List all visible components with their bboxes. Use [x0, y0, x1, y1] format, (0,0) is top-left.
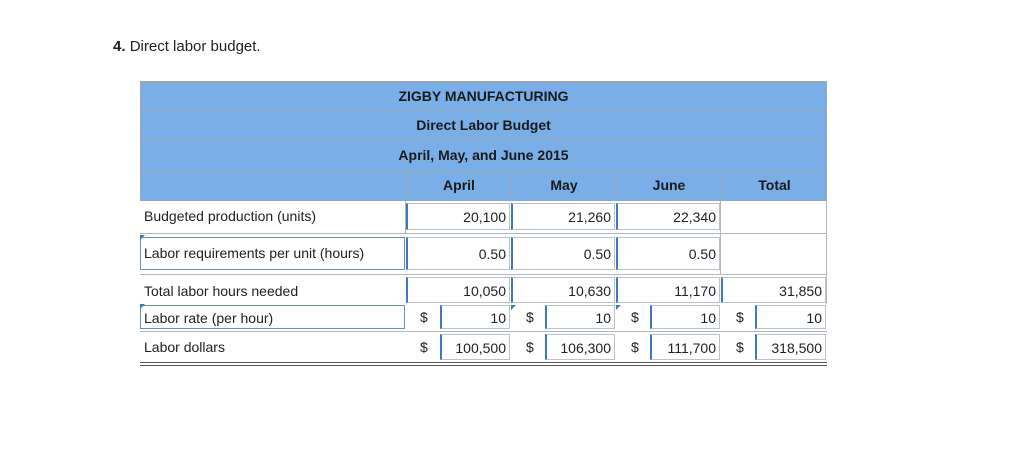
input-marker-icon [140, 304, 145, 309]
currency-symbol: $ [736, 309, 744, 325]
direct-labor-budget-table [140, 81, 827, 366]
company-header [140, 81, 827, 110]
june-labor-hours-input[interactable]: 11,170 [616, 277, 720, 303]
row-budgeted-production [140, 201, 827, 234]
april-labor-dollars-input[interactable]: 100,500 [440, 334, 510, 360]
report-period: April, May, and June 2015 [398, 147, 569, 163]
question-number: 4. [113, 38, 126, 55]
total-labor-hours-input[interactable]: 31,850 [721, 277, 826, 303]
currency-symbol: $ [420, 339, 428, 355]
currency-symbol: $ [736, 339, 744, 355]
labor-rate-label-input[interactable] [140, 305, 405, 329]
may-production-input[interactable]: 21,260 [511, 203, 615, 230]
double-underline [140, 365, 827, 366]
row-total-labor-hours [140, 275, 827, 304]
period-header [140, 139, 827, 170]
june-labor-rate-input[interactable]: 10 [650, 305, 720, 329]
currency-symbol: $ [631, 309, 639, 325]
currency-symbol: $ [420, 309, 428, 325]
total-labor-dollars-input[interactable]: 318,500 [755, 334, 826, 360]
may-labor-hours-input[interactable]: 10,630 [511, 277, 615, 303]
input-marker-icon [616, 305, 621, 310]
june-production-input[interactable]: 22,340 [616, 203, 720, 230]
may-labor-req-input[interactable]: 0.50 [511, 237, 615, 270]
row-labor-rate [140, 304, 827, 331]
question-text: Direct labor budget. [129, 38, 261, 55]
april-production-input[interactable]: 20,100 [406, 203, 510, 230]
row-labor-dollars [140, 331, 827, 363]
row-label: Labor dollars [144, 339, 225, 355]
may-labor-dollars-input[interactable]: 106,300 [545, 334, 615, 360]
row-label: Total labor hours needed [144, 283, 299, 299]
row-label: Labor rate (per hour) [144, 310, 274, 326]
april-labor-req-input[interactable]: 0.50 [406, 237, 510, 270]
april-labor-hours-input[interactable]: 10,050 [406, 277, 510, 303]
labor-requirements-label-input[interactable] [140, 237, 405, 270]
input-marker-icon [511, 305, 516, 310]
column-june: June [652, 177, 686, 193]
input-marker-icon [140, 235, 145, 240]
may-labor-rate-input[interactable]: 10 [545, 305, 615, 329]
currency-symbol: $ [631, 339, 639, 355]
total-labor-rate-input[interactable]: 10 [755, 305, 826, 329]
question-title [113, 38, 261, 55]
row-label: Labor requirements per unit (hours) [144, 245, 365, 261]
report-header [140, 110, 827, 139]
currency-symbol: $ [526, 339, 534, 355]
currency-symbol: $ [526, 309, 534, 325]
row-label: Budgeted production (units) [144, 208, 316, 224]
column-total: Total [758, 177, 791, 193]
row-labor-requirements [140, 234, 827, 275]
june-labor-dollars-input[interactable]: 111,700 [650, 334, 720, 360]
column-april: April [443, 177, 475, 193]
april-labor-rate-input[interactable]: 10 [440, 305, 510, 329]
june-labor-req-input[interactable]: 0.50 [616, 237, 720, 270]
column-may: May [550, 177, 578, 193]
column-header-row [140, 170, 827, 201]
company-name: ZIGBY MANUFACTURING [398, 88, 569, 104]
report-name: Direct Labor Budget [416, 117, 551, 133]
